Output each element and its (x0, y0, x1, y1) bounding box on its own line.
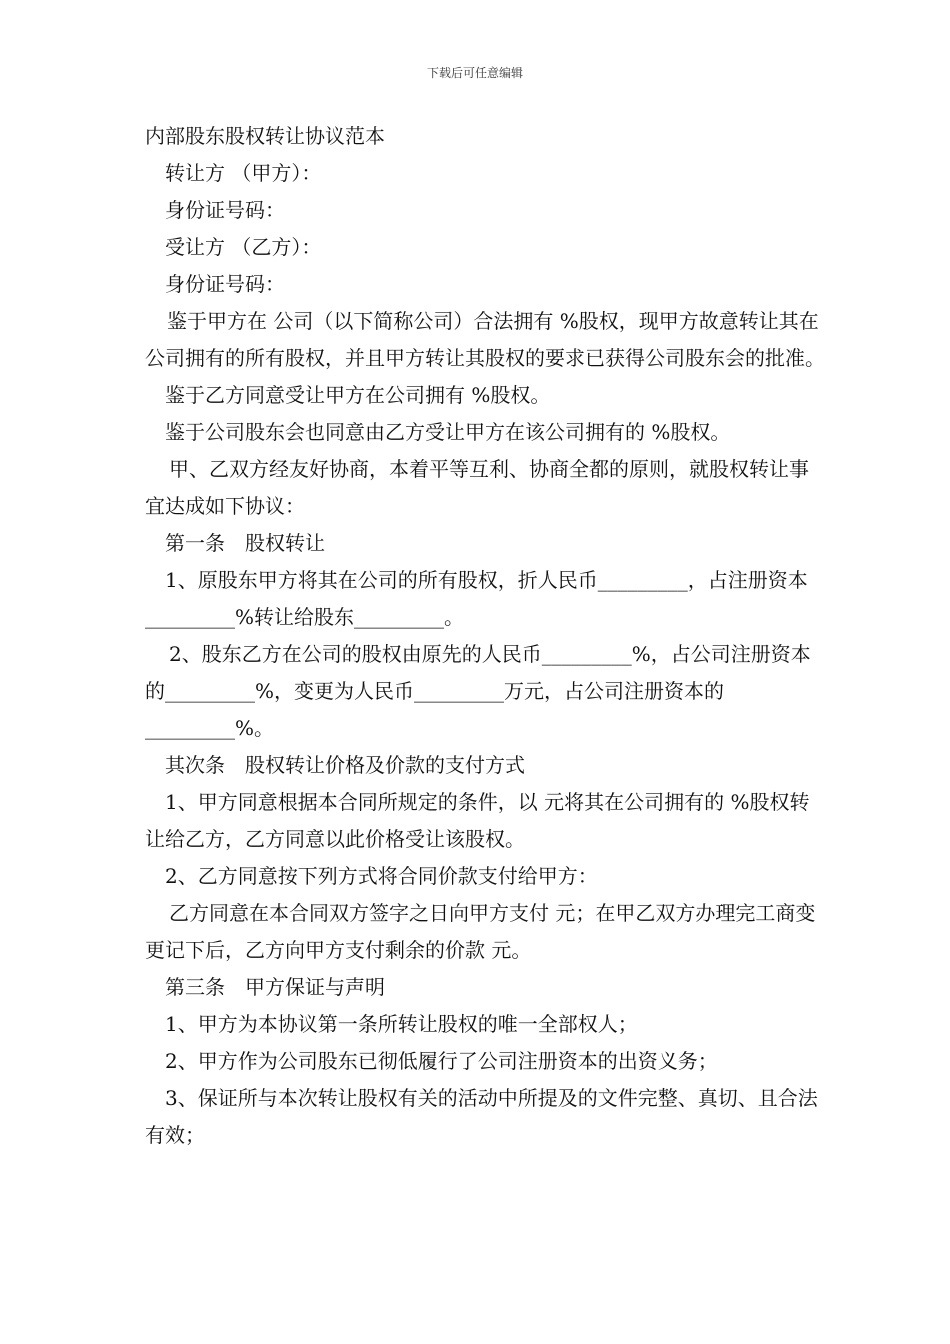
transferee-id-line: 身份证号码： (165, 272, 285, 296)
clause-paragraph: 2、乙方同意按下列方式将合同价款支付给甲方： (165, 864, 598, 888)
clause-paragraph: 3、保证所与本次转让股权有关的活动中所提及的文件完整、真切、且合法有效； (145, 1086, 818, 1147)
clause-paragraph: 1、甲方为本协议第一条所转让股权的唯一全部权人； (165, 1012, 638, 1036)
article-heading: 第三条 甲方保证与声明 (165, 975, 385, 999)
clause-paragraph: 1、原股东甲方将其在公司的所有股权，折人民币_________，占注册资本_________%转让给股东_________。 (145, 568, 808, 629)
transferor-id-line: 身份证号码： (165, 198, 285, 222)
article-heading: 其次条 股权转让价格及价款的支付方式 (165, 753, 525, 777)
document-title: 内部股东股权转让协议范本 (145, 124, 385, 148)
recital-paragraph: 鉴于乙方同意受让甲方在公司拥有 %股权。 (165, 383, 551, 407)
recital-paragraph: 鉴于公司股东会也同意由乙方受让甲方在该公司拥有的 %股权。 (165, 420, 731, 444)
recital-paragraph: 鉴于甲方在 公司（以下简称公司）合法拥有 %股权，现甲方故意转让其在公司拥有的所有股权，并且甲方转让其股权的要求已获得公司股东会的批准。 (145, 309, 825, 370)
transferor-line: 转让方 （甲方）： (165, 161, 322, 185)
transferee-line: 受让方 （乙方）： (165, 235, 322, 259)
clause-paragraph: 2、甲方作为公司股东已彻低履行了公司注册资本的出资义务； (165, 1049, 718, 1073)
article-heading: 第一条 股权转让 (165, 531, 325, 555)
clause-paragraph: 1、甲方同意根据本合同所规定的条件，以 元将其在公司拥有的 %股权转让给乙方，乙方同意以此价格受让该股权。 (145, 790, 810, 851)
page-header-note: 下载后可任意编辑 (426, 66, 523, 80)
document-body (145, 118, 825, 1154)
clause-paragraph: 乙方同意在本合同双方签字之日向甲方支付 元；在甲乙双方办理完工商变更记下后，乙方向甲方支付剩余的价款 元。 (145, 901, 816, 962)
clause-paragraph: 2、股东乙方在公司的股权由原先的人民币_________%，占公司注册资本的_________%，变更为人民币_________万元，占公司注册资本的_________%。 (145, 642, 811, 740)
recital-paragraph: 甲、乙双方经友好协商，本着平等互利、协商全都的原则，就股权转让事宜达成如下协议： (145, 457, 809, 518)
